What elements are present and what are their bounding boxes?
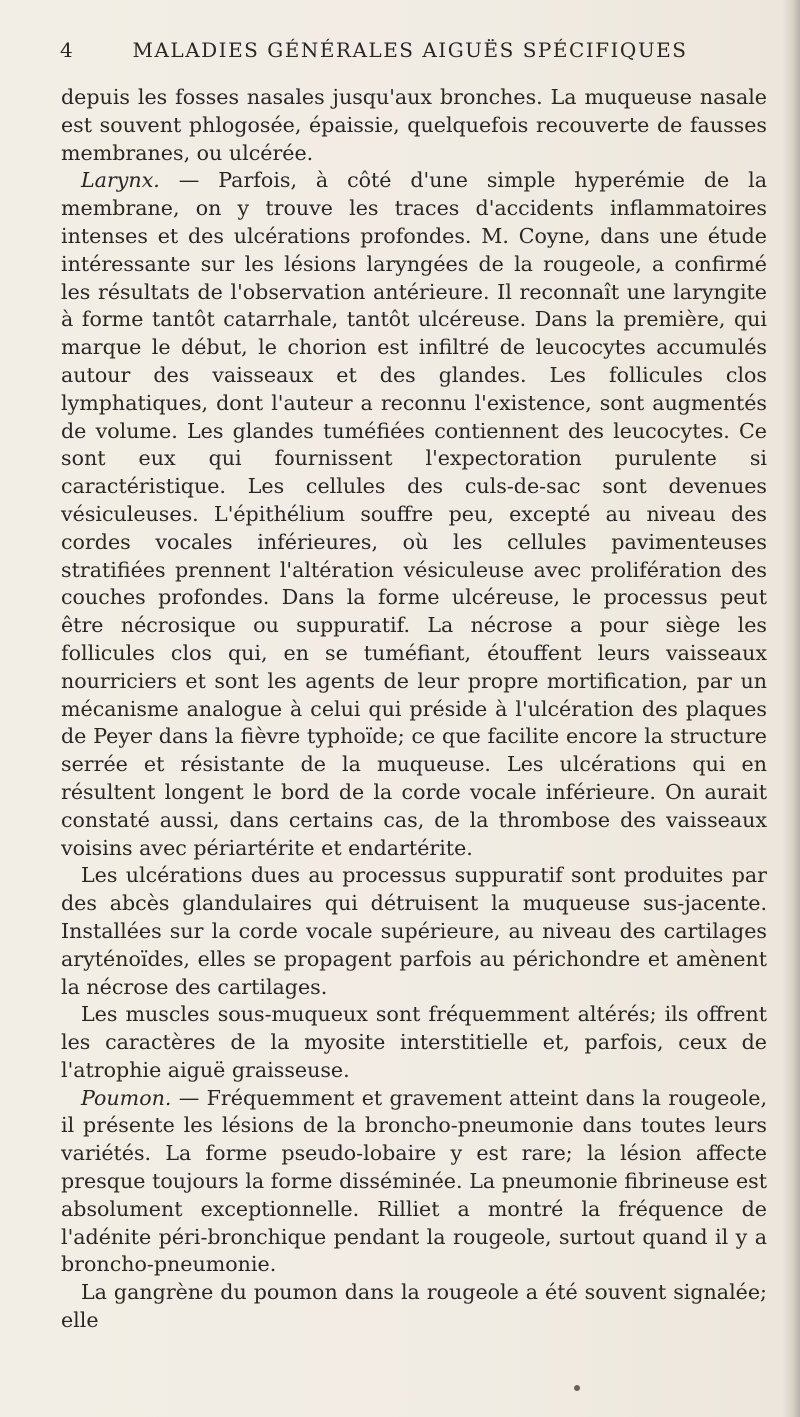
paragraph-text: depuis les fosses nasales jusqu'aux bronches. La muqueuse nasale est souvent phlogosée, épaissie, quelquefois recouverte de fausses membranes, ou ulcérée. xyxy=(61,85,767,165)
running-title: MALADIES GÉNÉRALES AIGUËS SPÉCIFIQUES xyxy=(132,38,688,62)
page-number: 4 xyxy=(60,38,73,62)
paragraph-ulcerations xyxy=(61,862,767,1001)
paragraph-text: Les ulcérations dues au processus suppuratif sont produites par des abcès glandulaires qui détruisent la muqueuse sus-jacente. Installées sur la corde vocale supérieure, au niveau des cartilages aryténoïdes, elles se propagent parfois au périchondre et amènent la nécrose des cartilages. xyxy=(61,863,767,999)
page-header xyxy=(60,38,760,78)
page-edge-shadow xyxy=(782,0,800,1417)
paragraph-gangrene xyxy=(61,1279,767,1335)
section-lead-larynx: Larynx. xyxy=(81,168,160,193)
paragraph-continuation xyxy=(61,84,767,167)
paragraph-text: La gangrène du poumon dans la rougeole a été souvent signalée; elle xyxy=(61,1280,767,1333)
paragraph-larynx xyxy=(61,167,767,862)
section-lead-poumon: Poumon. xyxy=(81,1085,172,1110)
paragraph-text: Les muscles sous-muqueux sont fréquemment altérés; ils offrent les caractères de la myosite interstitielle et, parfois, ceux de l'atrophie aiguë graisseuse. xyxy=(61,1002,767,1082)
paragraph-poumon xyxy=(61,1085,767,1280)
ink-speck xyxy=(574,1385,580,1391)
body-text xyxy=(61,84,767,1335)
paragraph-text: — Parfois, à côté d'une simple hyperémie de la membrane, on y trouve les traces d'accidents inflammatoires intenses et des ulcérations profondes. M. Coyne, dans une étude intéressante sur les lésions laryngées de la rougeole, a confirmé les résultats de l'observation antérieure. Il reconnaît une laryngite à forme tantôt catarrhale, tantôt ulcéreuse. Dans la première, qui marque le début, le chorion est infiltré de leucocytes accumulés autour des vaisseaux et des glandes. Les follicules clos lymphatiques, dont l'auteur a reconnu l'existence, sont augmentés de volume. Les glandes tuméfiées contiennent des leucocytes. Ce sont eux qui fournissent l'expectoration purulente si caractéristique. Les cellules des culs-de-sac sont devenues vésiculeuses. L'épithélium souffre peu, excepté au niveau des cordes vocales inférieures, où les cellules pavimenteuses stratifiées prennent l'altération vésiculeuse avec prolifération des couches profondes. Dans la forme ulcéreuse, le processus peut être nécrosique ou suppuratif. La nécrose a pour siège les follicules clos qui, en se tuméfiant, étouffent leurs vaisseaux nourriciers et sont les agents de leur propre mortification, par un mécanisme analogue à celui qui préside à l'ulcération des plaques de Peyer dans la fièvre typhoïde; ce que facilite encore la structure serrée et résistante de la muqueuse. Les ulcérations qui en résultent longent le bord de la corde vocale inférieure. On aurait constaté aussi, dans certains cas, de la thrombose des vaisseaux voisins avec périartérite et endartérite. xyxy=(61,168,767,860)
paragraph-muscles xyxy=(61,1001,767,1084)
paragraph-text: — Fréquemment et gravement atteint dans la rougeole, il présente les lésions de la broncho-pneumonie dans toutes leurs variétés. La forme pseudo-lobaire y est rare; la lésion affecte presque toujours la forme disséminée. La pneumonie fibrineuse est absolument exceptionnelle. Rilliet a montré la fréquence de l'adénite péri-bronchique pendant la rougeole, surtout quand il y a broncho-pneumonie. xyxy=(61,1085,767,1277)
